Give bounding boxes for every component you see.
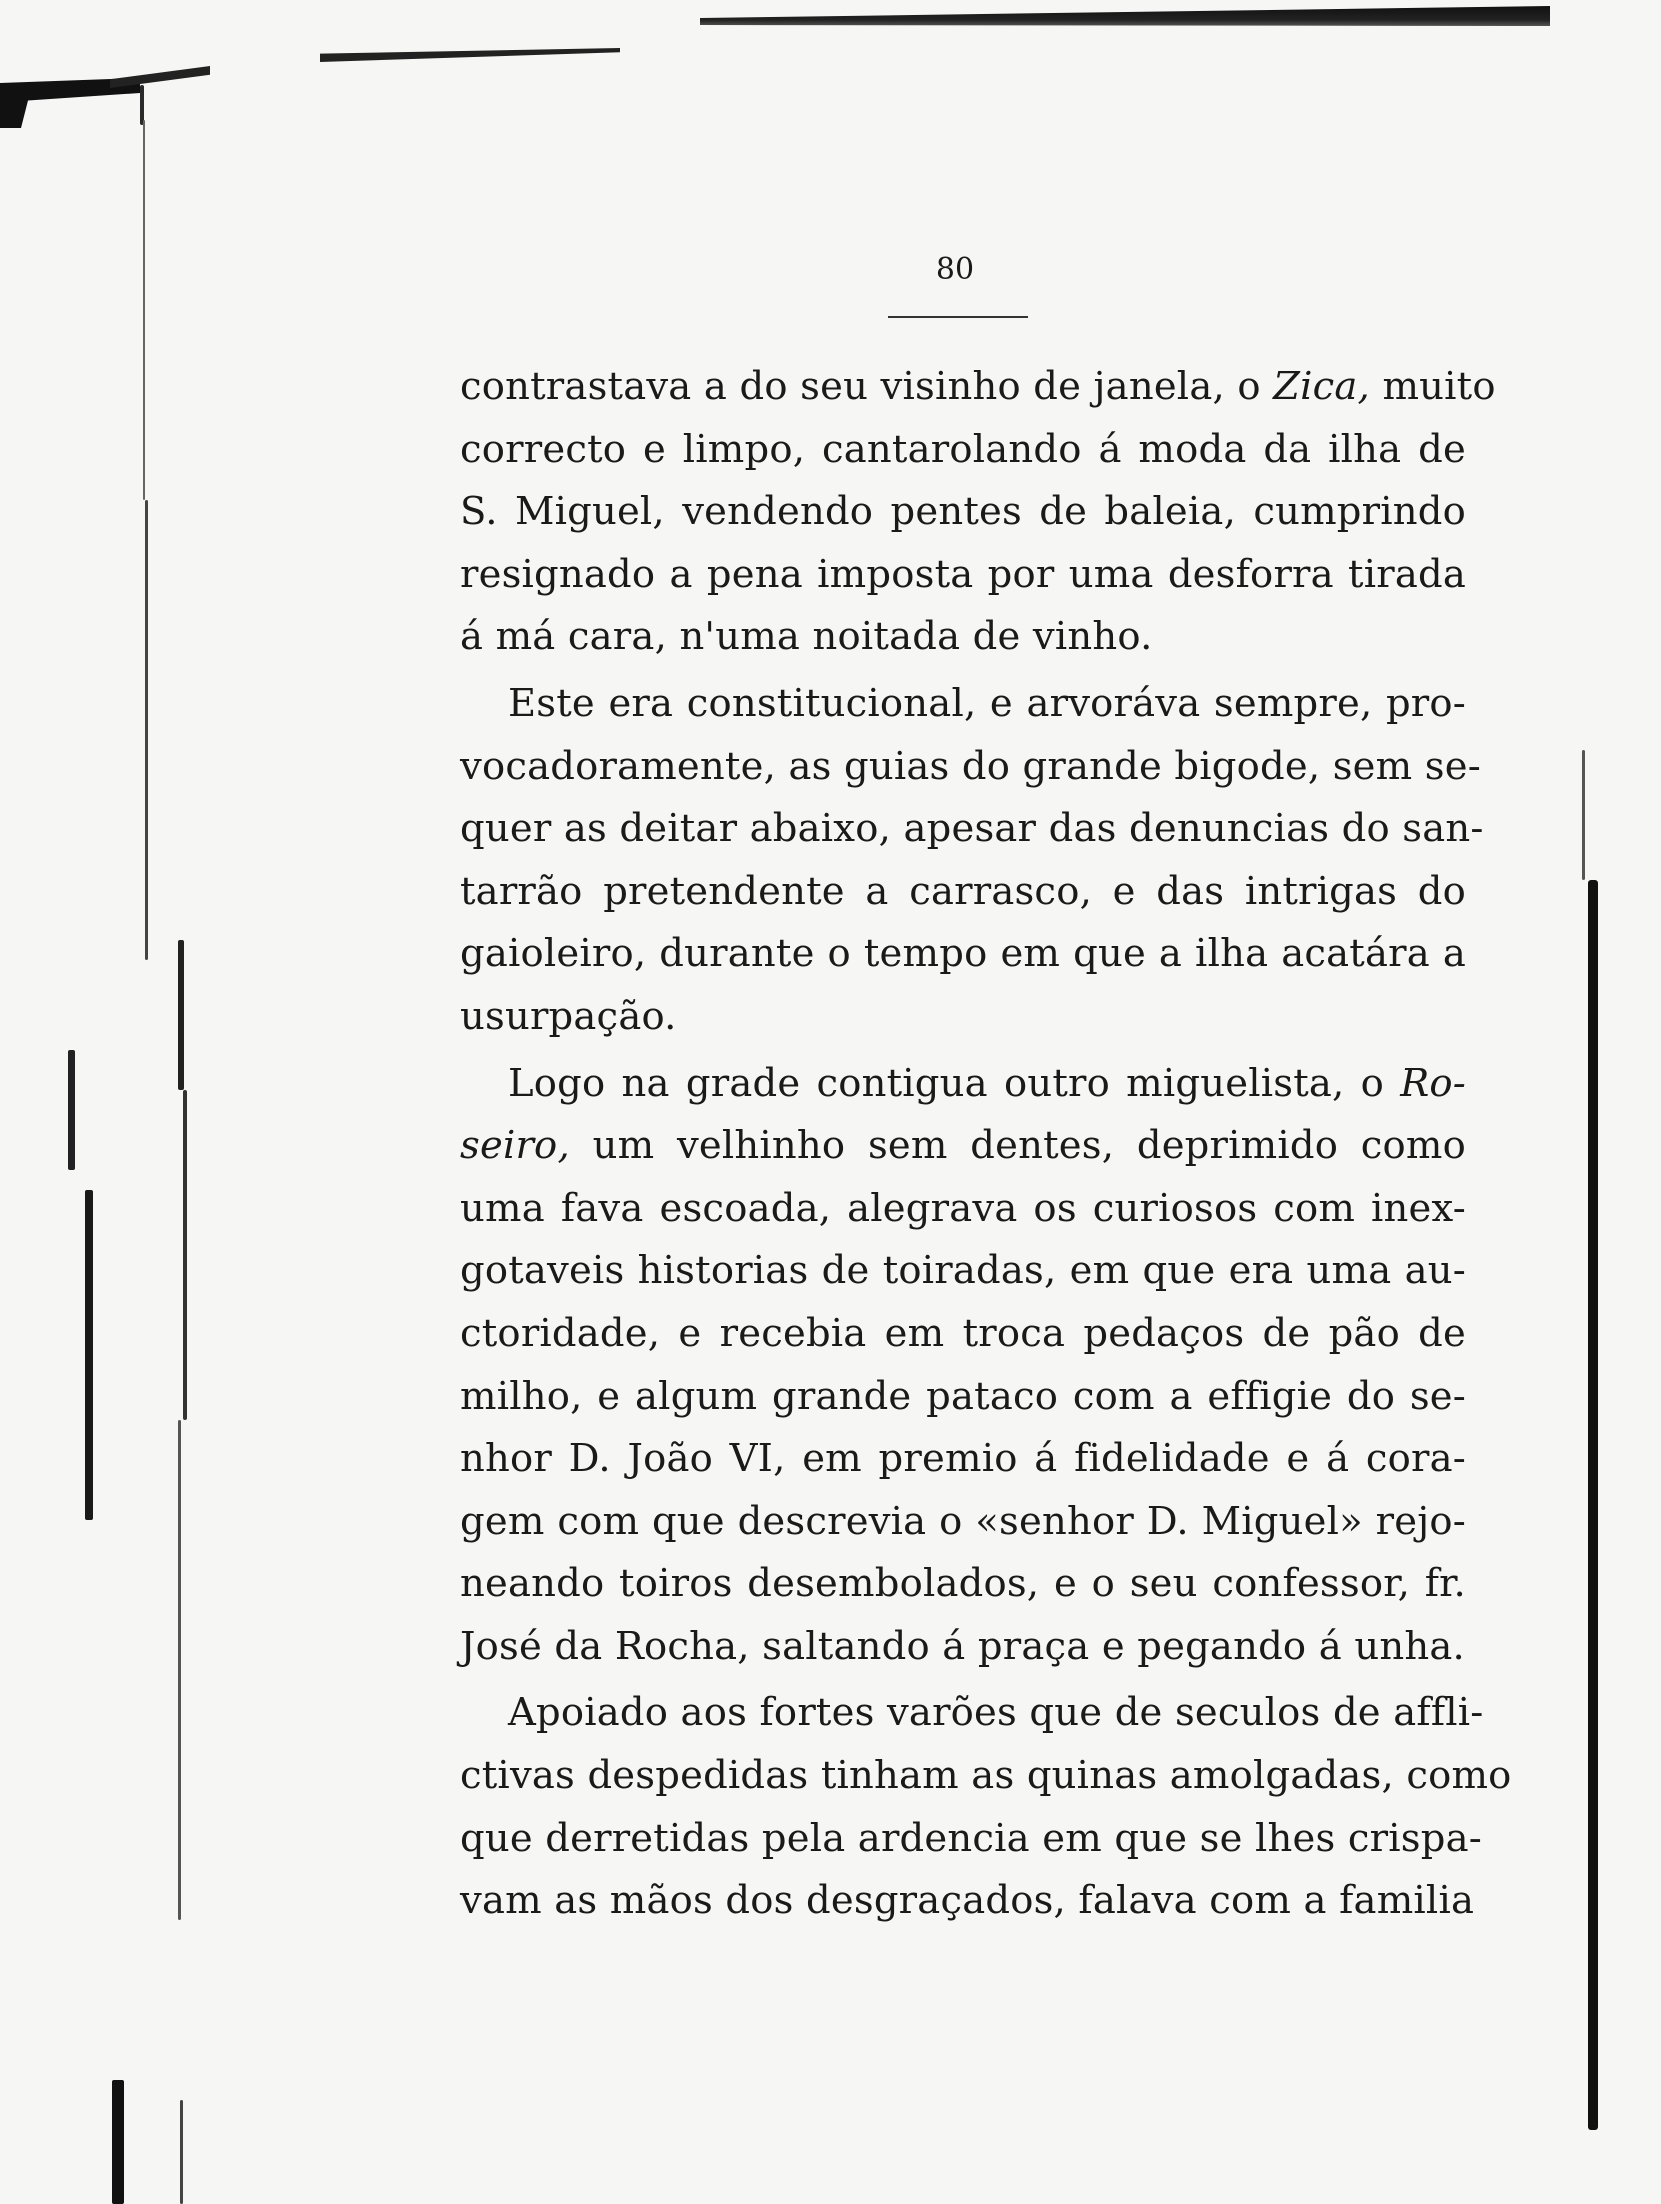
text-segment: resignado a pena imposta por uma desforra tirada — [460, 551, 1466, 597]
italic-name: Zica, — [1273, 364, 1370, 409]
text-segment: correcto e limpo, cantarolando á moda da ilha de — [460, 426, 1466, 472]
text-segment: um velhinho sem dentes, deprimido como — [569, 1123, 1466, 1169]
text-line — [460, 1366, 1466, 1429]
text-line — [460, 1745, 1512, 1808]
scan-left-margin-line — [140, 85, 144, 125]
text-segment: muito — [1370, 364, 1496, 409]
text-line — [460, 1240, 1466, 1303]
scan-left-margin-line — [85, 1190, 93, 1520]
text-line — [460, 1616, 1466, 1679]
text-segment: milho, e algum grande pataco com a effigie do se- — [460, 1373, 1466, 1419]
text-segment: gaioleiro, durante o tempo em que a ilha acatára a — [460, 931, 1466, 977]
text-line — [460, 606, 1466, 669]
text-segment: nhor D. João VI, em premio á fidelidade e á cora- — [460, 1436, 1466, 1482]
text-line — [460, 1553, 1466, 1616]
text-line — [460, 1808, 1482, 1871]
text-segment: gem com que descrevia o «senhor D. Miguel» rejo- — [460, 1498, 1466, 1544]
scan-left-margin-line — [143, 120, 145, 500]
text-line — [460, 1053, 1466, 1116]
text-segment: que derretidas pela ardencia em que se lhes crispa- — [460, 1815, 1482, 1861]
scan-left-margin-line — [183, 1090, 187, 1420]
text-segment: Este era constitucional, e arvoráva sempre, pro- — [508, 680, 1466, 726]
text-line — [460, 544, 1466, 607]
text-segment: á má cara, n'uma noitada de vinho. — [460, 614, 1153, 660]
text-line — [460, 419, 1466, 482]
text-segment: vam as mãos dos desgraçados, falava com a familia — [460, 1878, 1475, 1924]
text-segment: neando toiros desembolados, e o seu confessor, fr. — [460, 1561, 1466, 1607]
text-segment: contrastava a do seu visinho de janela, o — [460, 364, 1274, 409]
text-line — [460, 356, 1496, 419]
page-number-rule — [888, 316, 1028, 318]
text-segment: ctoridade, e recebia em troca pedaços de pão de — [460, 1310, 1466, 1356]
text-segment: José da Rocha, saltando á praça e pegando á unha. — [460, 1623, 1465, 1669]
text-segment: Logo na grade contigua outro miguelista, o — [508, 1060, 1401, 1106]
scan-left-margin-line — [112, 2080, 124, 2204]
text-line — [460, 1428, 1466, 1491]
italic-name: Ro- — [1400, 1060, 1466, 1106]
text-segment: ctivas despedidas tinham as quinas amolgadas, como — [460, 1753, 1512, 1799]
text-segment: tarrão pretendente a carrasco, e das intrigas do — [460, 868, 1466, 914]
text-segment: quer as deitar abaixo, apesar das denuncias do san- — [460, 806, 1484, 852]
scan-right-margin-line — [1582, 750, 1585, 880]
text-line — [460, 1870, 1475, 1933]
italic-name: seiro, — [460, 1123, 570, 1169]
text-line — [460, 861, 1466, 924]
text-segment: usurpação. — [460, 993, 677, 1039]
text-line — [460, 1682, 1484, 1745]
scan-left-margin-line — [178, 1420, 181, 1920]
text-line — [460, 986, 1466, 1049]
scan-corner-shadow-2 — [110, 66, 210, 88]
text-segment: vocadoramente, as guias do grande bigode, sem se- — [460, 743, 1481, 789]
text-line — [460, 736, 1481, 799]
text-segment: S. Miguel, vendendo pentes de baleia, cumprindo — [460, 489, 1466, 535]
text-line — [460, 481, 1466, 544]
text-line — [460, 923, 1466, 986]
text-segment: uma fava escoada, alegrava os curiosos com inex- — [460, 1185, 1466, 1231]
text-line — [460, 1115, 1466, 1178]
page-number: 80 — [935, 252, 975, 287]
text-line — [460, 798, 1484, 861]
scan-right-margin-line — [1588, 880, 1598, 2130]
scan-left-margin-line — [145, 500, 148, 960]
scan-left-margin-line — [180, 2100, 183, 2204]
scan-left-margin-line — [68, 1050, 75, 1170]
text-line — [460, 1491, 1466, 1554]
text-segment: Apoiado aos fortes varões que de seculos de affli- — [508, 1690, 1484, 1736]
text-line — [460, 673, 1466, 736]
text-line — [460, 1178, 1466, 1241]
scan-edge-top-left — [320, 48, 620, 62]
body-text — [460, 356, 1512, 1933]
scan-left-margin-line — [178, 940, 184, 1090]
text-line — [460, 1303, 1466, 1366]
text-segment: gotaveis historias de toiradas, em que era uma au- — [460, 1248, 1466, 1294]
scan-edge-top-right — [700, 6, 1550, 26]
